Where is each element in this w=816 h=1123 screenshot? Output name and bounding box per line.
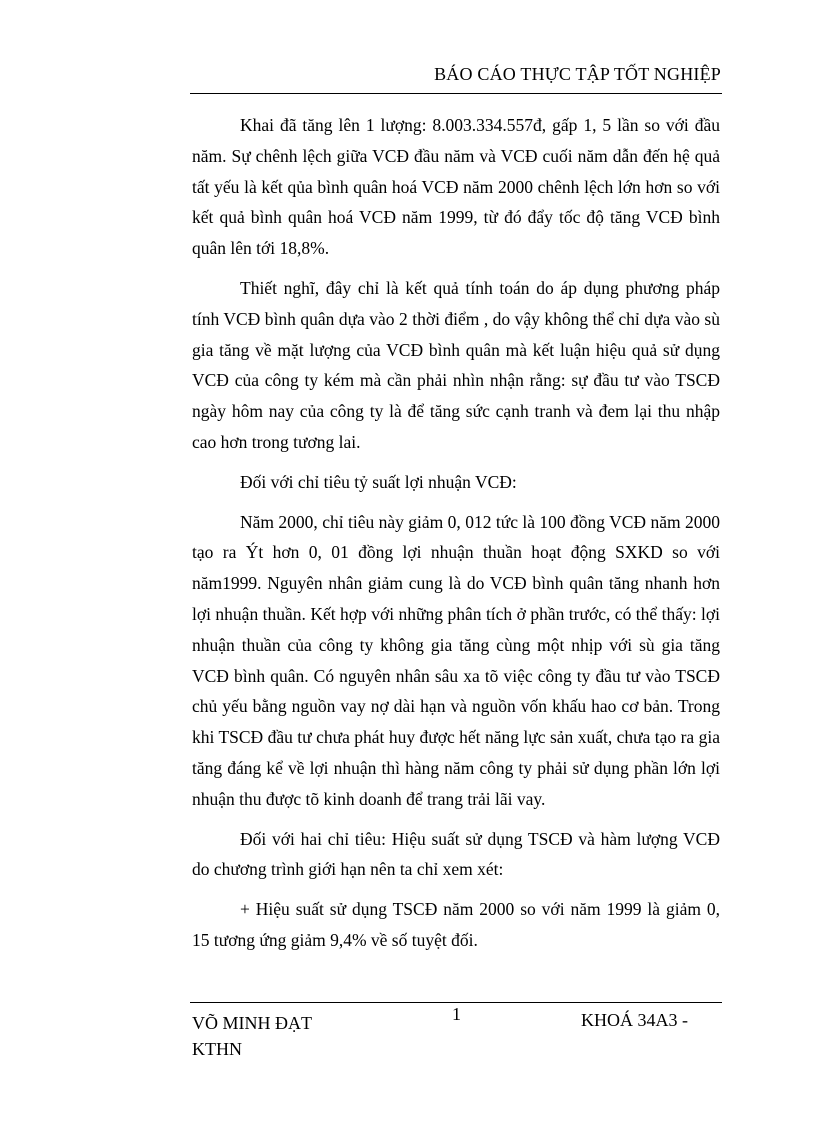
body-text [192,110,720,965]
paragraph-1: Khai đã tăng lên 1 lượng: 8.003.334.557đ, gấp 1, 5 lần so với đầu năm. Sự chênh lệch giữa VCĐ đầu năm và VCĐ cuối năm dẫn đến hệ quả tất yếu là kết qủa bình quân hoá VCĐ năm 2000 chênh lệch lớn hơn so với kết quả bình quân hoá VCĐ năm 1999, từ đó đẩy tốc độ tăng VCĐ bình quân lên tới 18,8%. [192,115,720,259]
paragraph-3: Đối với chỉ tiêu tỷ suất lợi nhuận VCĐ: [240,471,517,492]
header-divider [190,93,722,94]
paragraph-5: Đối với hai chỉ tiêu: Hiệu suất sử dụng TSCĐ và hàm lượng VCĐ do chương trình giới hạn nên ta chỉ xem xét: [192,828,720,880]
page-number: 1 [452,1004,461,1024]
paragraph-4: Năm 2000, chỉ tiêu này giảm 0, 012 tức là 100 đồng VCĐ năm 2000 tạo ra Ýt hơn 0, 01 đồng lợi nhuận thuần hoạt động SXKD so với năm1999. Nguyên nhân giảm cung là do VCĐ bình quân tăng nhanh hơn lợi nhuận thuần. Kết hợp với những phân tích ở phần trước, có thể thấy: lợi nhuận thuần của công ty không gia tăng cùng một nhịp với sù gia tăng VCĐ bình quân. Có nguyên nhân sâu xa tõ việc công ty đầu tư vào TSCĐ chủ yếu bằng nguồn vay nợ dài hạn và nguồn vốn khấu hao cơ bản. Trong khi TSCĐ đầu tư chưa phát huy được hết năng lực sản xuất, chưa tạo ra gia tăng đáng kể về lợi nhuận thì hàng năm công ty phải sử dụng phần lớn lợi nhuận thu được tõ kinh doanh để trang trải lãi vay. [192,511,720,809]
footer-author: VÕ MINH ĐẠT KTHN [192,1013,312,1059]
paragraph-6: + Hiệu suất sử dụng TSCĐ năm 2000 so với năm 1999 là giảm 0, 15 tương ứng giảm 9,4% về số tuyệt đối. [192,899,720,950]
paragraph-2: Thiết nghĩ, đây chỉ là kết quả tính toán do áp dụng phương pháp tính VCĐ bình quân dựa vào 2 thời điểm , do vậy không thể chỉ dựa vào sù gia tăng về mặt lượng của VCĐ bình quân mà kết luận hiệu quả sử dụng VCĐ của công ty kém mà cần phải nhìn nhận rằng: sự đầu tư vào TSCĐ ngày hôm nay của công ty là để tăng sức cạnh tranh và đem lại thu nhập cao hơn trong tương lai. [192,277,720,452]
report-title: BÁO CÁO THỰC TẬP TỐT NGHIỆP [434,64,721,84]
footer-class: KHOÁ 34A3 - [581,1010,688,1030]
footer-divider [190,1002,722,1003]
